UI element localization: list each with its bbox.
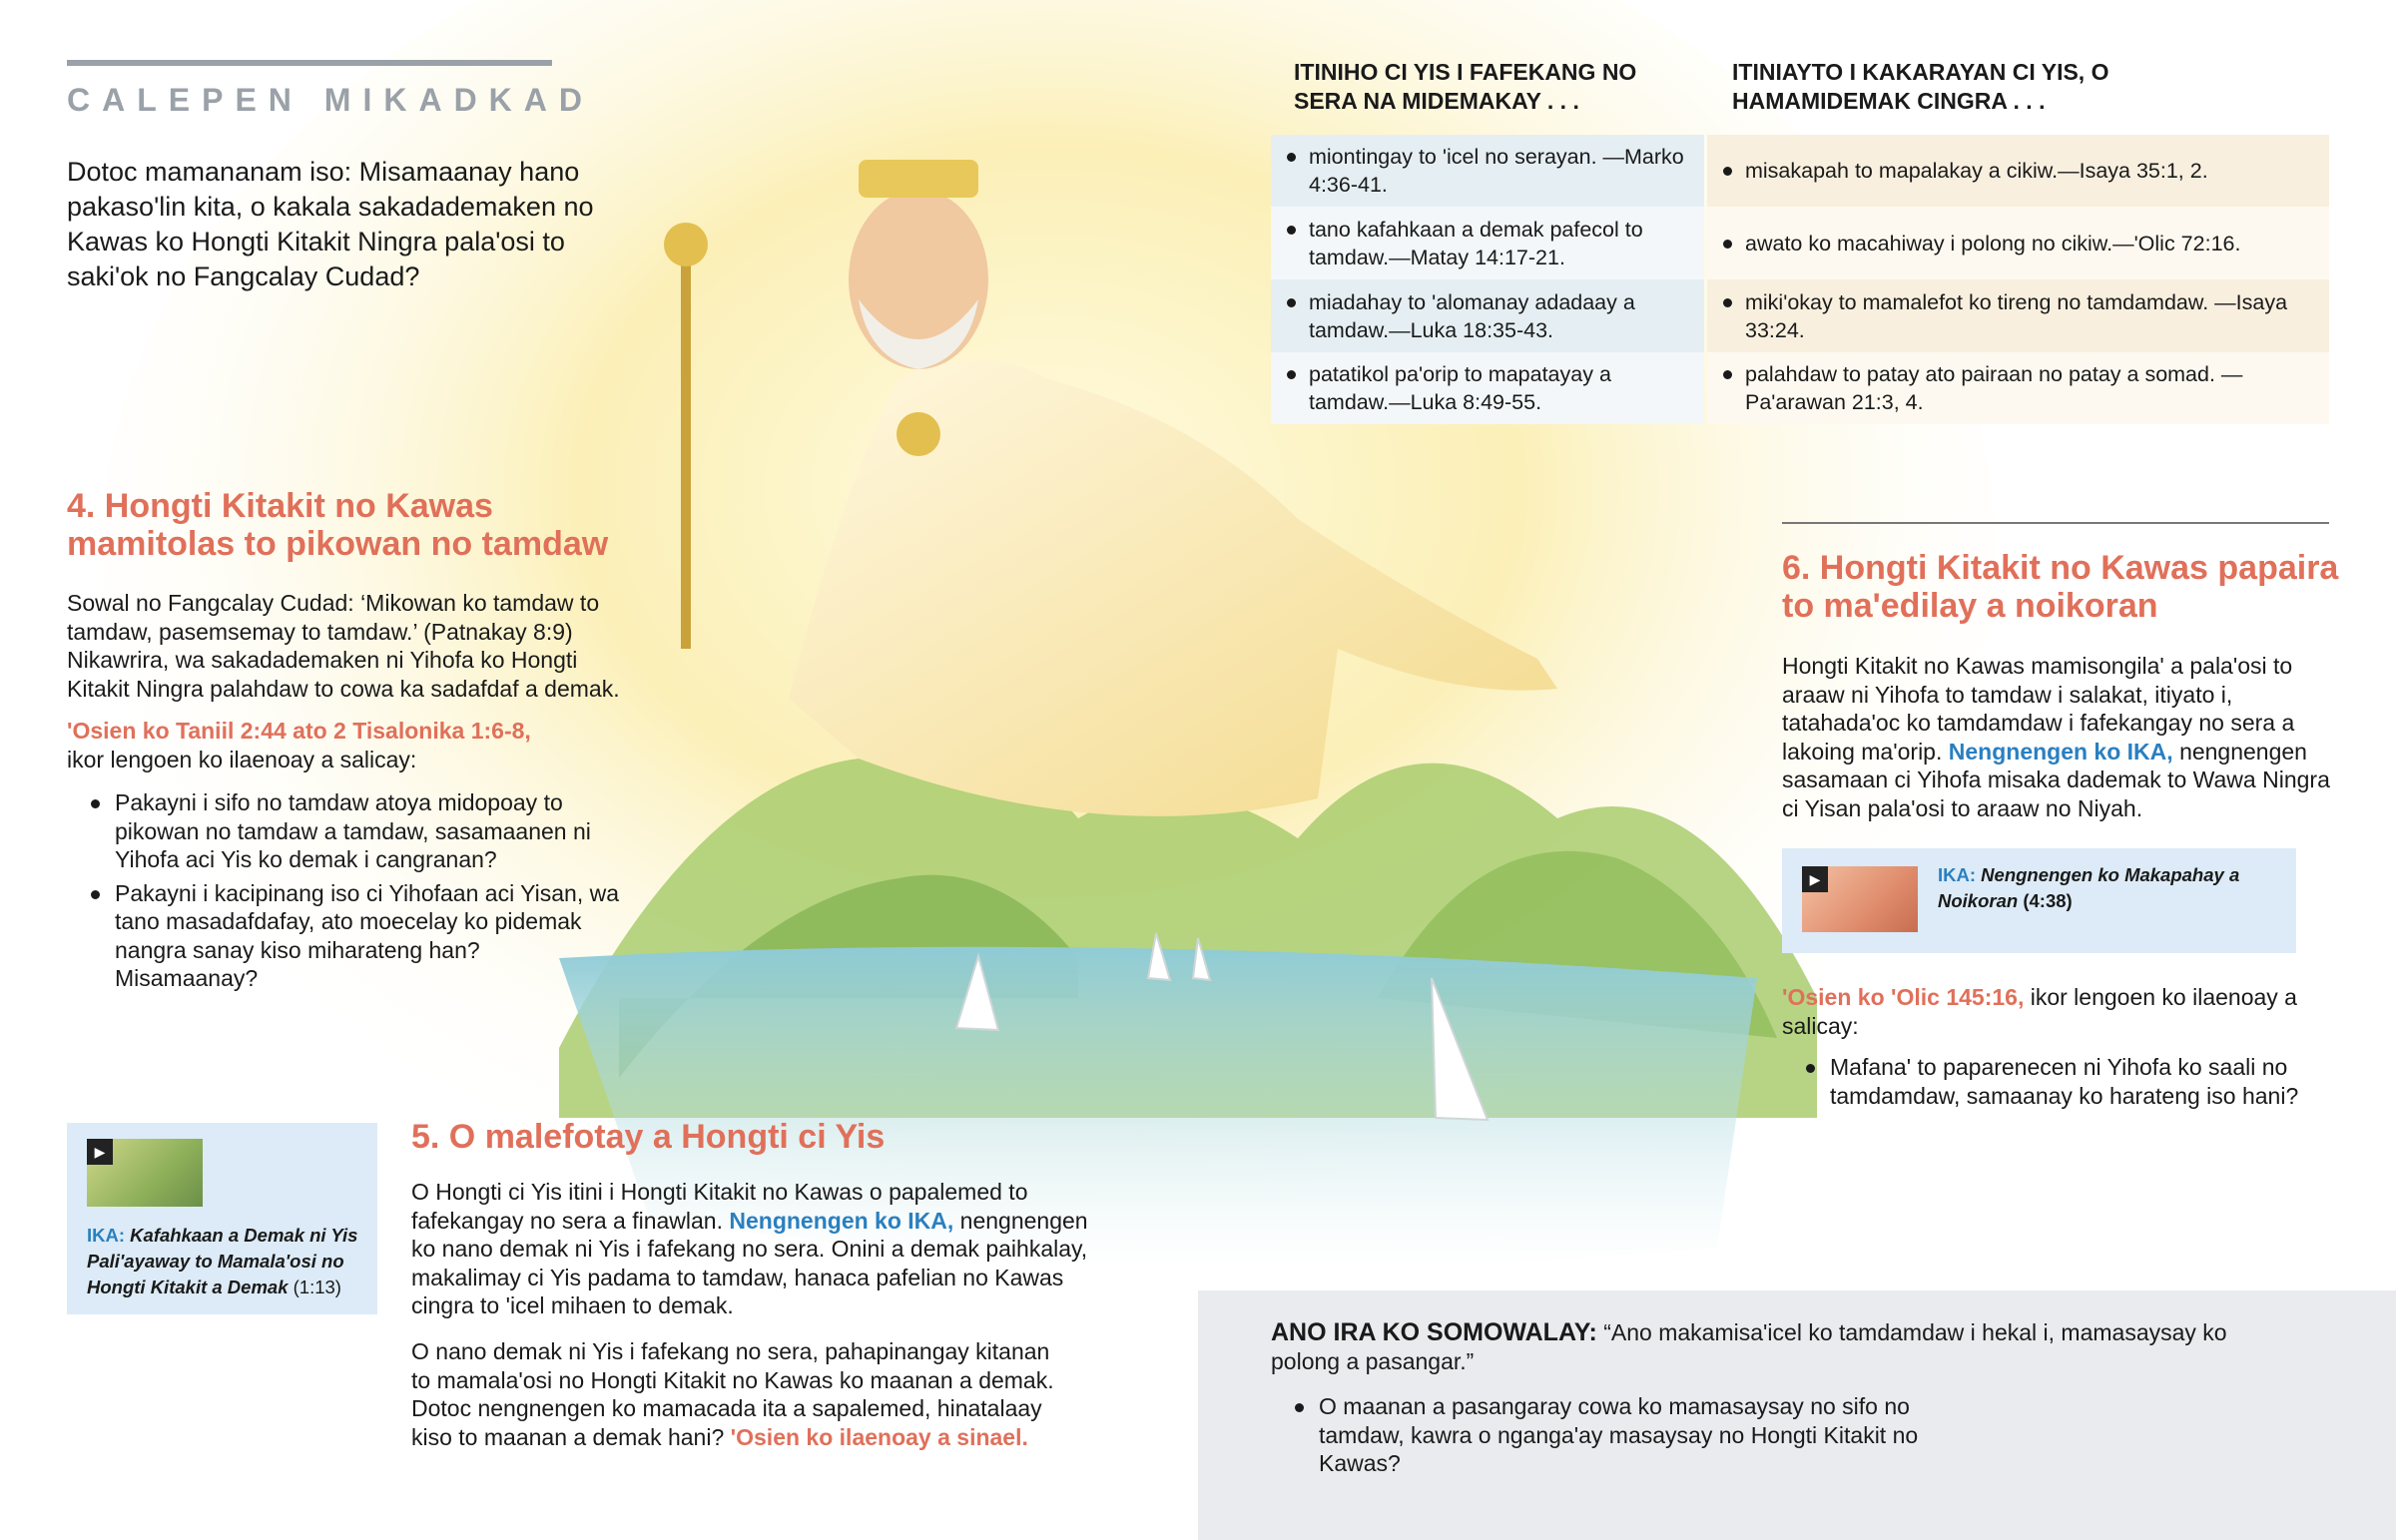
para-text: O nano demak ni Yis i fafekang no sera, pahapinangay kitanan to mamala'osi no Hongti Kitakit no Kawas ko maanan a demak. Dotoc nengnengen ko mamacada ita a sapalemed, hinatalaay kiso to maanan a demak hani? (411, 1338, 1054, 1450)
video-duration: (1:13) (293, 1277, 341, 1297)
video-caption (87, 1223, 366, 1300)
para-text: O Hongti ci Yis itini i Hongti Kitakit no Kawas o papalemed to fafekangay no sera a finawlan. (411, 1179, 1028, 1234)
table-cell-left (1271, 135, 1704, 207)
table-row-item: miadahay to 'alomanay adadaay a tamdaw.—Luka 18:35-43. (1281, 288, 1688, 344)
table-cell-left (1271, 207, 1704, 279)
scripture-ref-link[interactable]: 'Osien ko 'Olic 145:16, (1782, 984, 2025, 1010)
section-6-rule (1782, 522, 2329, 524)
section-6-questions (1782, 1053, 2321, 1110)
scripture-ref-link[interactable]: 'Osien ko ilaenoay a sinael. (730, 1423, 1028, 1450)
section-rule (67, 60, 552, 66)
section-5-heading: 5. O malefotay a Hongti ci Yis (411, 1118, 886, 1156)
play-icon[interactable]: ▶ (1802, 866, 1828, 892)
video-caption (1938, 862, 2277, 914)
intro-question: Dotoc mamananam iso: Misamaanay hano pakaso'lin kita, o kakala sakadademaken no Kawas ko Hongti Kitakit Ningra pala'osi to saki'ok no Fangcalay Cudad? (67, 157, 594, 291)
table-row-item: patatikol pa'orip to mapatayay a tamdaw.—Luka 8:49-55. (1281, 360, 1688, 416)
section-6-ref-line (1782, 983, 2321, 1040)
video-title[interactable]: Kafahkaan a Demak ni Yis Pali'ayaway to Mamala'osi no Hongti Kitakit a Demak (87, 1225, 358, 1297)
section-5-para-1 (411, 1178, 1090, 1320)
table-cell-left (1271, 352, 1704, 424)
table-row-item: palahdaw to patay ato pairaan no patay a somad. —Pa'arawan 21:3, 4. (1717, 360, 2313, 416)
watch-video-link[interactable]: Nengnengen ko IKA, (729, 1207, 954, 1234)
section-6-body (1782, 652, 2341, 822)
table-row-item: miki'okay to mamalefot ko tireng no tamdamdaw. —Isaya 33:24. (1717, 288, 2313, 344)
para-text: nengnengen sasamaan ci Yihofa misaka dademak to Wawa Ningra ci Yisan pala'osi to araaw no Niyah. (1782, 738, 2330, 821)
ref-instruction: ikor lengoen ko ilaenoay a salicay: (1782, 984, 2297, 1039)
table-col2-header: ITINIAYTO I KAKARAYAN CI YIS, O HAMAMIDEMAK CINGRA . . . (1732, 59, 2109, 114)
objection-questions (1271, 1392, 1970, 1478)
section-6-heading: 6. Hongti Kitakit no Kawas papaira to ma'edilay a noikoran (1782, 549, 2339, 625)
table-row-item: tano kafahkaan a demak pafecol to tamdaw.—Matay 14:17-21. (1281, 216, 1688, 271)
table-cell-left (1271, 279, 1704, 352)
ref-instruction: ikor lengoen ko ilaenoay a salicay: (67, 746, 417, 772)
table-row-item: awato ko macahiway i polong no cikiw.—'Olic 72:16. (1717, 230, 2240, 257)
table-row-item: miontingay to 'icel no serayan. —Marko 4:36-41. (1281, 143, 1688, 199)
table-cell-right (1707, 279, 2329, 352)
video-thumbnail[interactable] (1802, 866, 1918, 932)
objection-label: ANO IRA KO SOMOWALAY: (1271, 1318, 1597, 1346)
question-item: Mafana' to paparenecen ni Yihofa ko saali no tamdamdaw, samaanay ko harateng iso hani? (1782, 1053, 2321, 1110)
play-icon[interactable]: ▶ (87, 1139, 113, 1165)
question-item: O maanan a pasangaray cowa ko mamasaysay no sifo no tamdaw, kawra o nganga'ay masaysay no Hongti Kitakit no Kawas? (1271, 1392, 1970, 1478)
section-5-para-2 (411, 1337, 1070, 1451)
video-card-1[interactable] (67, 1123, 377, 1314)
table-cell-right (1707, 207, 2329, 279)
para-text: Hongti Kitakit no Kawas mamisongila' a pala'osi to araaw ni Yihofa to tamdaw i salakat, itiyato i, tatahada'oc ko tamdamdaw i fafekangay no sera a lakoing ma'orip. (1782, 653, 2295, 765)
video-prefix: IKA: (87, 1225, 126, 1246)
section-4-body: Sowal no Fangcalay Cudad: ‘Mikowan ko tamdaw to tamdaw, pasemsemay to tamdaw.’ (Patnakay 8:9) Nikawrira, wa sakadademaken ni Yihofa ko Hongti Kitakit Ningra palahdaw to cowa ka sadafdaf a demak. (67, 590, 620, 702)
question-item: Pakayni i kacipinang iso ci Yihofaan aci Yisan, wa tano masadafdafay, ato moecelay ko pidemak nangra sanay kiso miharateng han? Misamaanay? (67, 879, 626, 993)
section-4-questions (67, 788, 626, 993)
table-cell-right (1707, 135, 2329, 207)
video-title[interactable]: Nengnengen ko Makapahay a Noikoran (1938, 864, 2240, 911)
section-4-ref-line (67, 717, 641, 773)
question-item: Pakayni i sifo no tamdaw atoya midopoay to pikowan no tamdaw a tamdaw, sasamaanen ni Yihofa aci Yis ko demak i cangranan? (67, 788, 626, 874)
objection-quote: “Ano makamisa'icel ko tamdamdaw i hekal i, mamasaysay ko polong a pasangar.” (1271, 1319, 2227, 1374)
objection-text (1271, 1318, 2269, 1375)
section-label: CALEPEN MIKADKAD (67, 82, 594, 118)
video-duration: (4:38) (2023, 890, 2073, 911)
objection-box (1198, 1290, 2396, 1540)
section-4-heading: 4. Hongti Kitakit no Kawas mamitolas to pikowan no tamdaw (67, 487, 609, 563)
scripture-ref-link[interactable]: 'Osien ko Taniil 2:44 ato 2 Tisalonika 1:6-8, (67, 718, 531, 744)
video-card-2[interactable] (1782, 848, 2296, 953)
table-cell-right (1707, 352, 2329, 424)
video-thumbnail[interactable] (87, 1139, 203, 1207)
video-prefix: IKA: (1938, 864, 1977, 885)
para-text: nengnengen ko nano demak ni Yis i fafekang no sera. Onini a demak paihkalay, makalimay ci Yis padama to tamdaw, hanaca pafelian no Kawas cingra to 'icel mihaen to demak. (411, 1207, 1088, 1318)
table-col1-header: ITINIHO CI YIS I FAFEKANG NO SERA NA MIDEMAKAY . . . (1294, 59, 1637, 114)
watch-video-link[interactable]: Nengnengen ko IKA, (1948, 738, 2173, 765)
table-row-item: misakapah to mapalakay a cikiw.—Isaya 35:1, 2. (1717, 157, 2208, 185)
